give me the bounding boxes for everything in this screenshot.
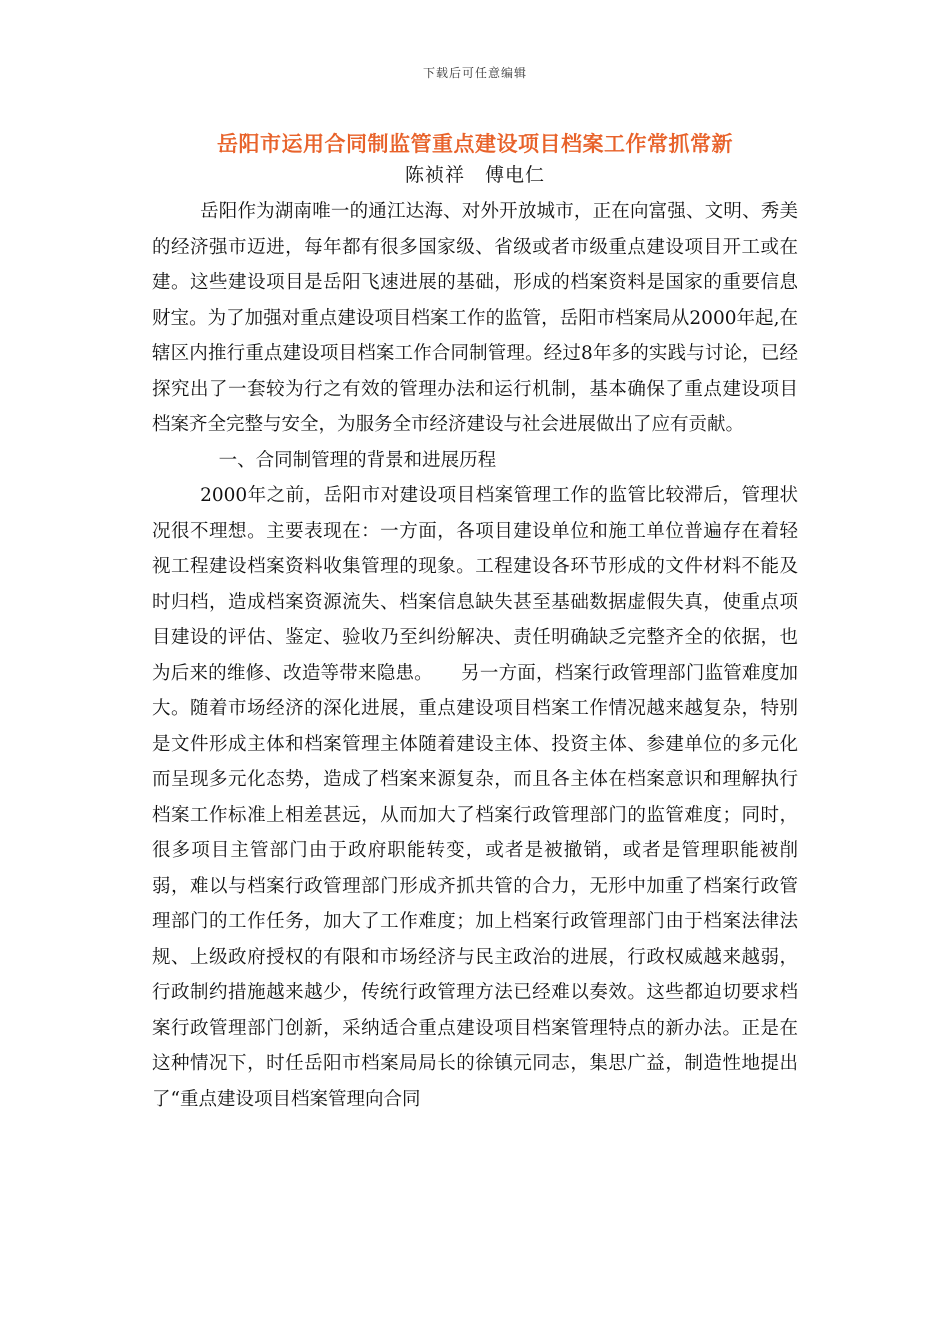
- document-body: [152, 194, 798, 1117]
- document-title: 岳阳市运用合同制监管重点建设项目档案工作常抓常新: [217, 131, 733, 156]
- section-heading: 一、合同制管理的背景和进展历程: [218, 449, 497, 471]
- header-note: 下载后可任意编辑: [422, 66, 527, 80]
- document-authors: 陈祯祥 傅电仁: [404, 164, 545, 186]
- paragraph-background: 2000年之前，岳阳市对建设项目档案管理工作的监管比较滞后，管理状况很不理想。主要表现在：一方面，各项目建设单位和施工单位普遍存在着轻视工程建设档案资料收集管理的现象。工程建设各环节形成的文件材料不能及时归档，造成档案资源流失、档案信息缺失甚至基础数据虚假失真，使重点项目建设的评估、鉴定、验收乃至纠纷解决、责任明确缺乏完整齐全的依据，也为后来的维修、改造等带来隐患。 另一方面，档案行政管理部门监管难度加大。随着市场经济的深化进展，重点建设项目档案工作情况越来越复杂，特别是文件形成主体和档案管理主体随着建设主体、投资主体、参建单位的多元化而呈现多元化态势，造成了档案来源复杂，而且各主体在档案意识和理解执行档案工作标准上相差甚远，从而加大了档案行政管理部门的监管难度；同时，很多项目主管部门由于政府职能转变，或者是被撤销，或者是管理职能被削弱，难以与档案行政管理部门形成齐抓共管的合力，无形中加重了档案行政管理部门的工作任务，加大了工作难度；加上档案行政管理部门由于档案法律法规、上级政府授权的有限和市场经济与民主政治的进展，行政权威越来越弱，行政制约措施越来越少，传统行政管理方法已经难以奏效。这些都迫切要求档案行政管理部门创新，采纳适合重点建设项目档案管理特点的新办法。正是在这种情况下，时任岳阳市档案局局长的徐镇元同志，集思广益，制造性地提出了“重点建设项目档案管理向合同: [152, 485, 798, 1110]
- paragraph-intro: 岳阳作为湖南唯一的通江达海、对外开放城市，正在向富强、文明、秀美的经济强市迈进，每年都有很多国家级、省级或者市级重点建设项目开工或在建。这些建设项目是岳阳飞速进展的基础，形成的档案资料是国家的重要信息财宝。为了加强对重点建设项目档案工作的监管，岳阳市档案局从2000年起,在辖区内推行重点建设项目档案工作合同制管理。经过8年多的实践与讨论，已经探究出了一套较为行之有效的管理办法和运行机制，基本确保了重点建设项目档案齐全完整与安全，为服务全市经济建设与社会进展做出了应有贡献。: [152, 201, 798, 435]
